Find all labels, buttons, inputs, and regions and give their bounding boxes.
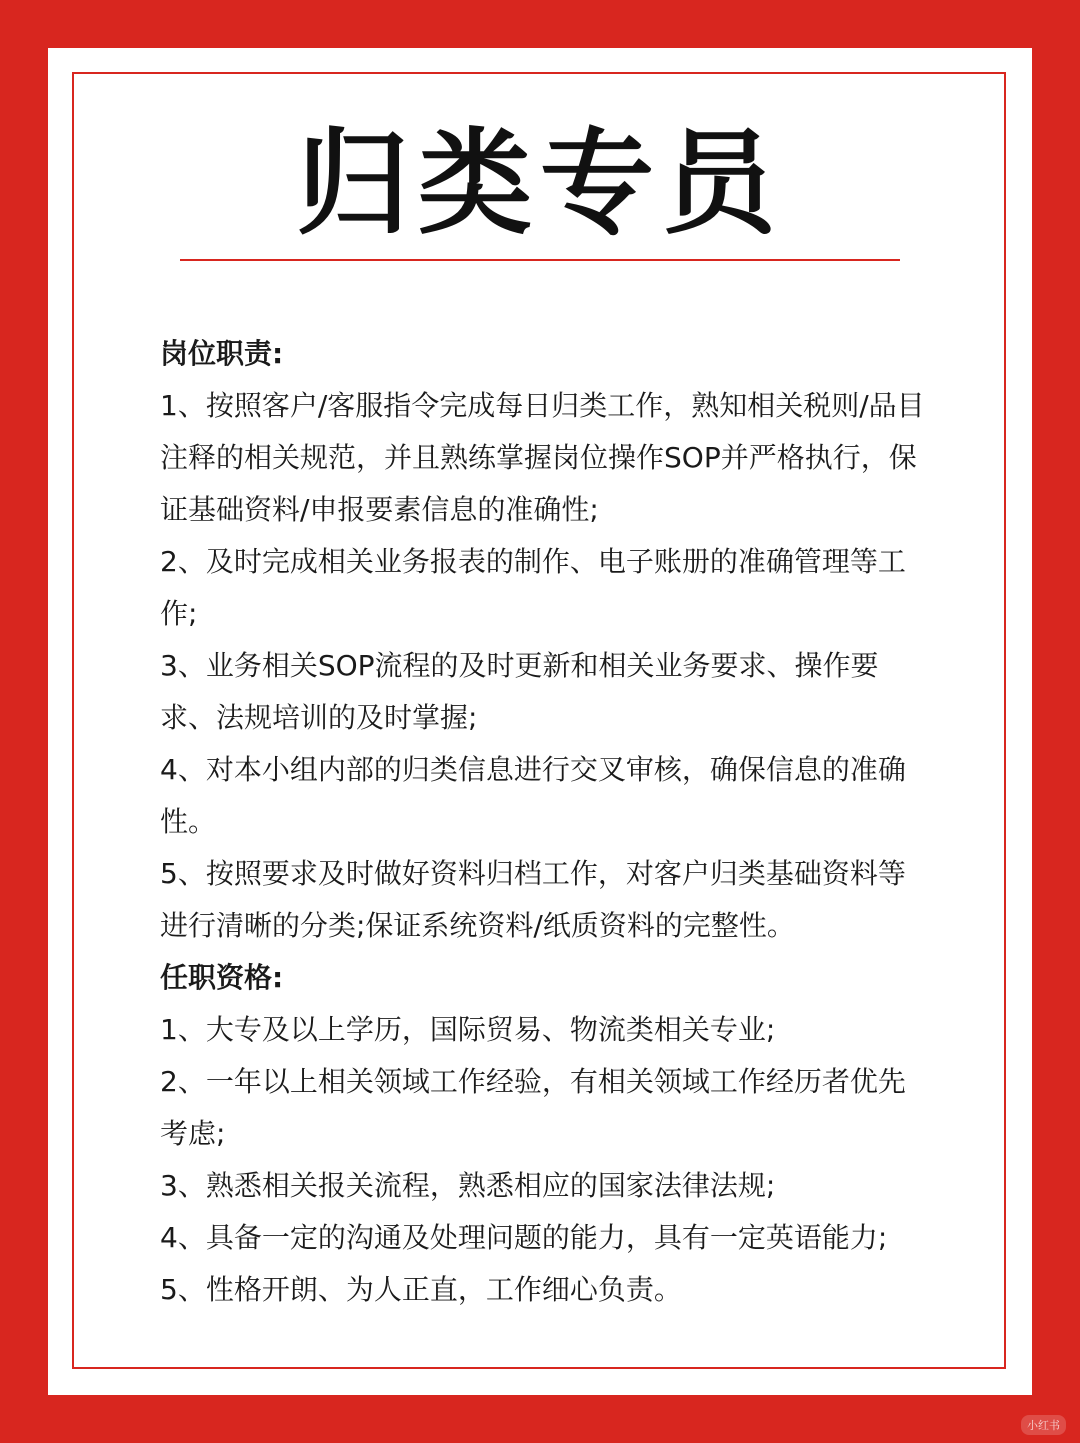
- title-divider: [180, 259, 900, 261]
- qualification-item: 5、性格开朗、为人正直，工作细心负责。: [160, 1273, 682, 1306]
- page-title: 归类专员: [295, 117, 784, 250]
- duty-item: 4、对本小组内部的归类信息进行交叉审核，确保信息的准确性。: [160, 753, 906, 838]
- duty-item: 5、按照要求及时做好资料归档工作，对客户归类基础资料等进行清晰的分类;保证系统资料/纸质资料的完整性。: [160, 857, 906, 942]
- qualification-item: 4、具备一定的沟通及处理问题的能力，具有一定英语能力;: [160, 1221, 888, 1254]
- qualification-item: 3、熟悉相关报关流程，熟悉相应的国家法律法规;: [160, 1169, 776, 1202]
- qualification-item: 2、一年以上相关领域工作经验，有相关领域工作经历者优先考虑;: [160, 1065, 906, 1150]
- job-card: [48, 48, 1032, 1395]
- qualifications-heading: 任职资格:: [160, 961, 284, 994]
- watermark-logo: 小红书: [1021, 1415, 1066, 1435]
- duty-item: 1、按照客户/客服指令完成每日归类工作，熟知相关税则/品目注释的相关规范，并且熟练掌握岗位操作SOP并严格执行，保证基础资料/申报要素信息的准确性;: [160, 389, 925, 526]
- duty-item: 2、及时完成相关业务报表的制作、电子账册的准确管理等工作;: [160, 545, 906, 630]
- duties-heading: 岗位职责:: [160, 337, 284, 370]
- duty-item: 3、业务相关SOP流程的及时更新和相关业务要求、操作要求、法规培训的及时掌握;: [160, 649, 879, 734]
- qualification-item: 1、大专及以上学历，国际贸易、物流类相关专业;: [160, 1013, 776, 1046]
- job-content: [160, 328, 930, 1316]
